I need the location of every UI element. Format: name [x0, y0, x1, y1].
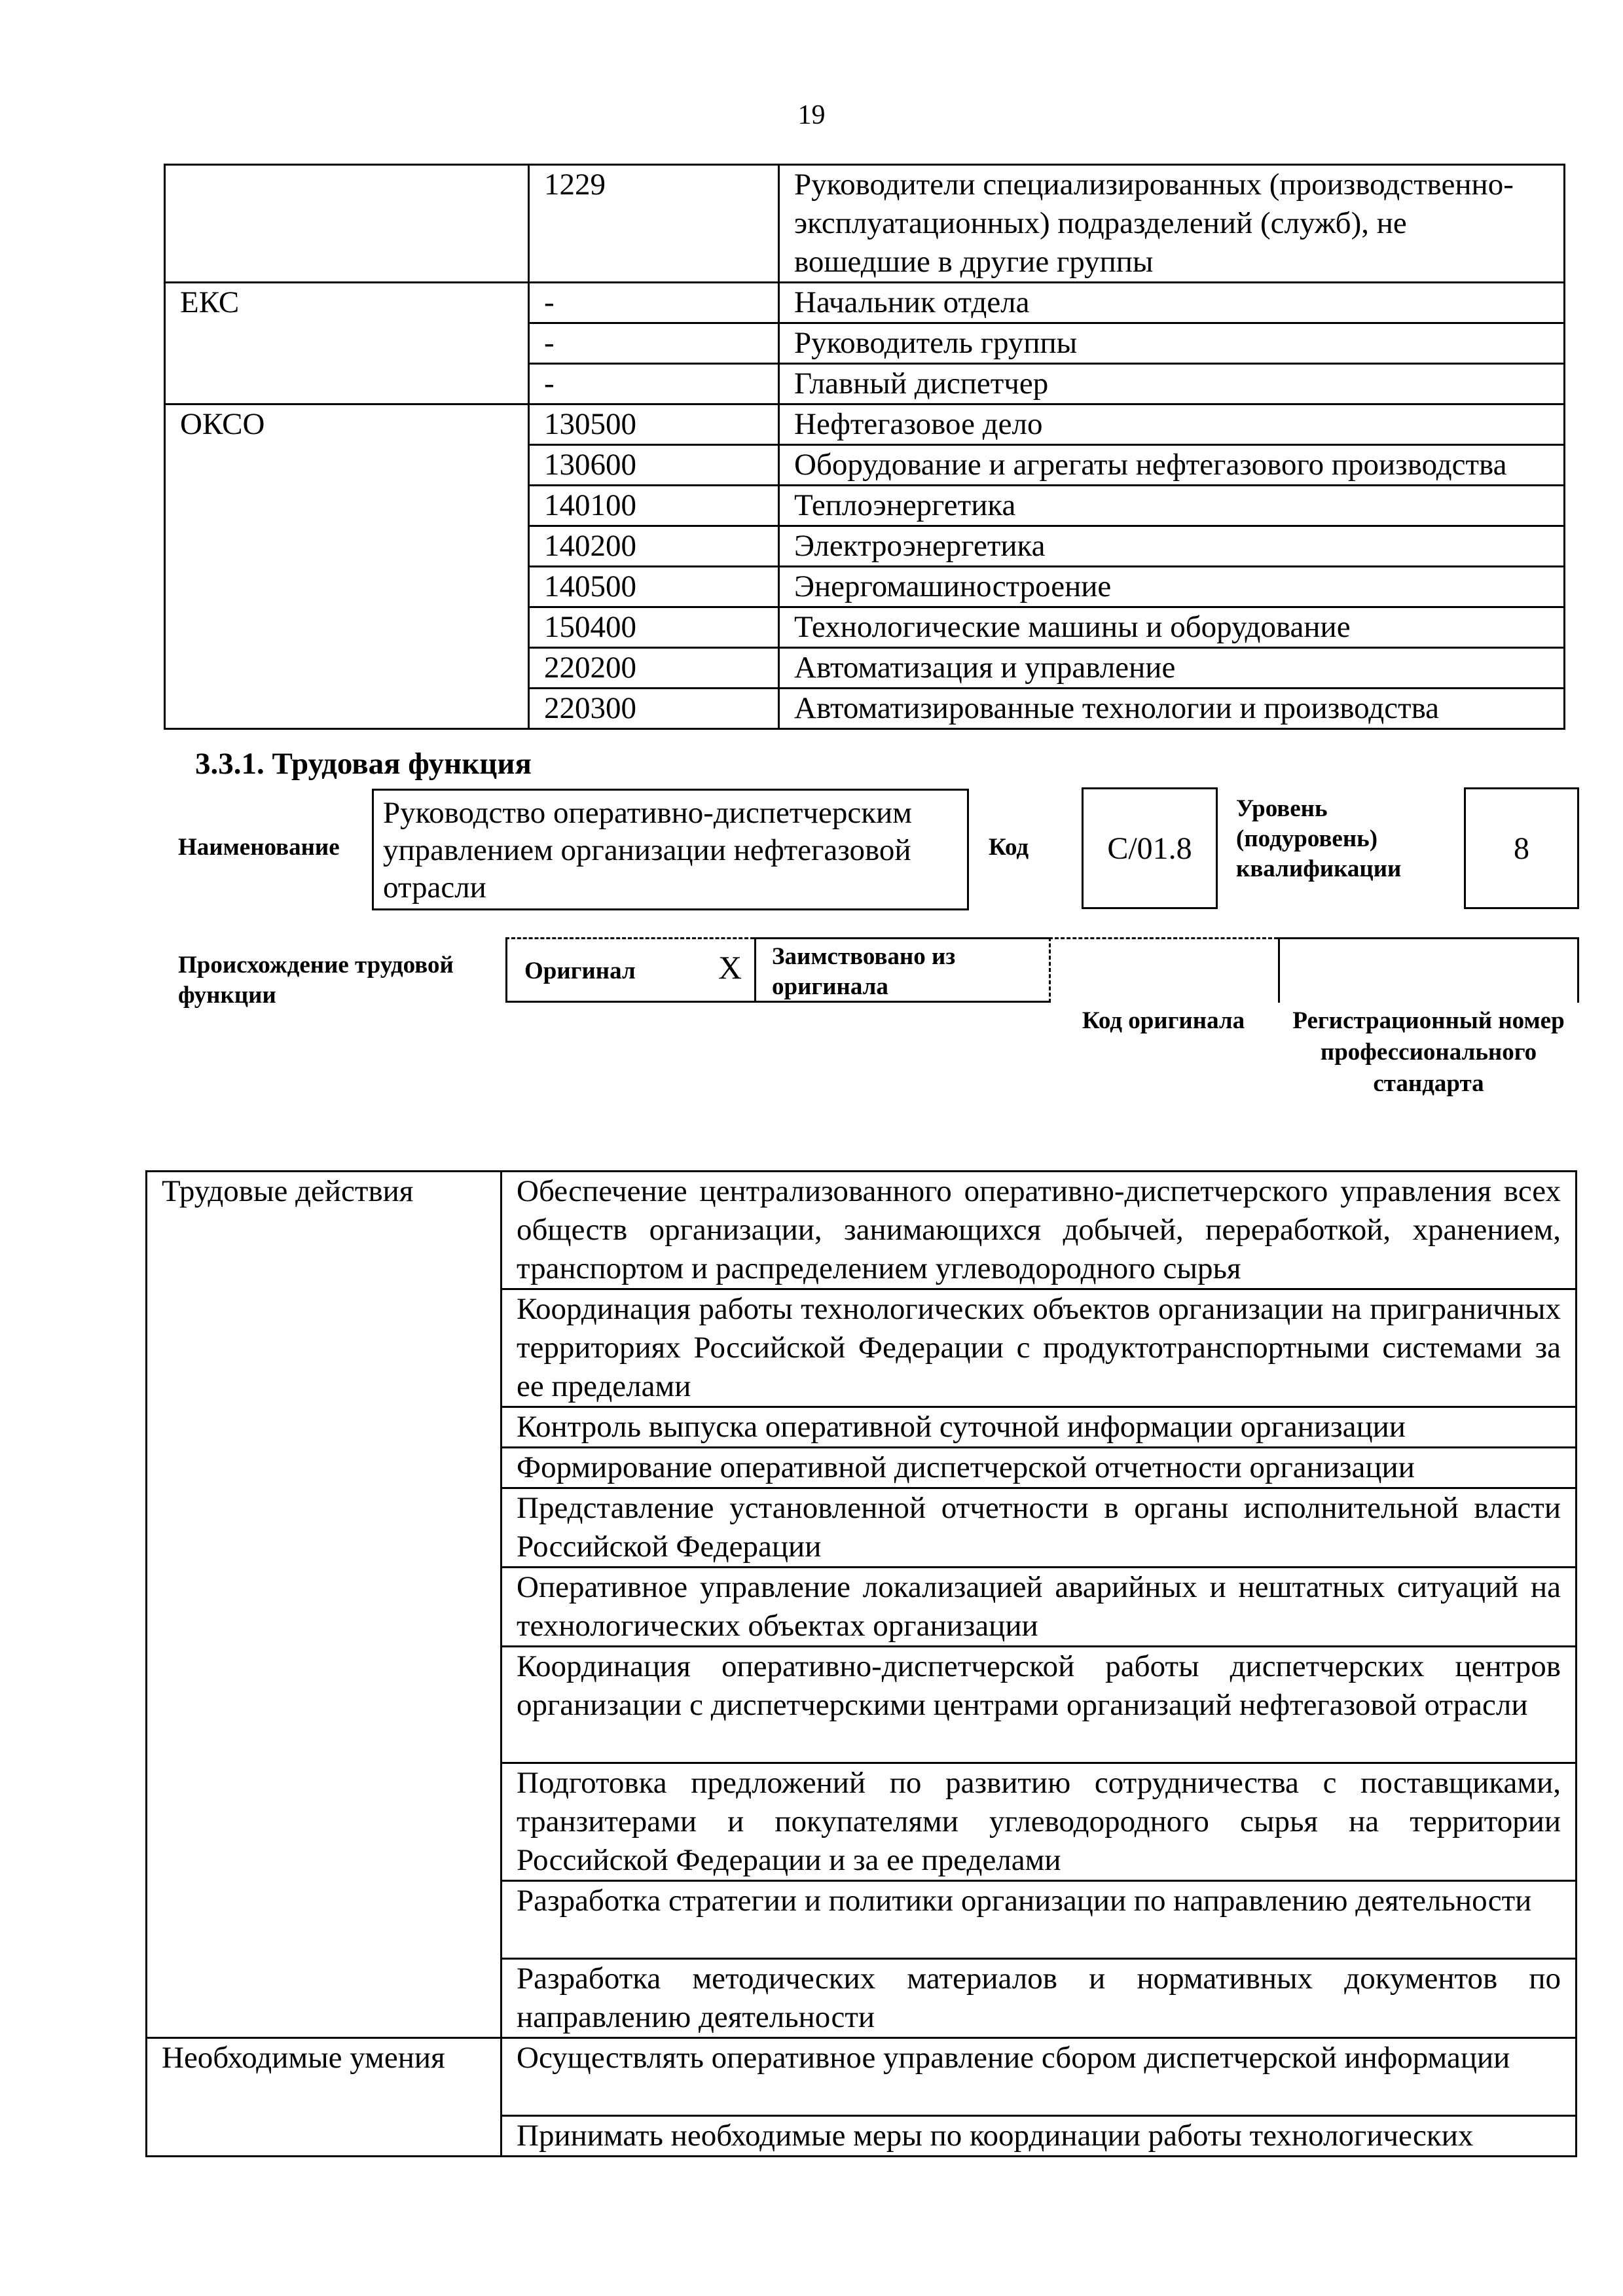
action-item: Обеспечение централизованного оперативно-диспетчерского управления всех обществ организации, занимающихся добычей, переработкой, хранением, транспортом и распределением углеводородного сырья	[501, 1172, 1577, 1289]
name-cell: Автоматизация и управление	[779, 648, 1565, 689]
name-cell: Теплоэнергетика	[779, 486, 1565, 526]
code-cell: 220300	[529, 689, 779, 729]
code-cell: 140500	[529, 567, 779, 607]
section-title: 3.3.1. Трудовая функция	[195, 747, 532, 781]
level-value-box: 8	[1464, 787, 1579, 909]
level-label: Уровень (подуровень) квалификации	[1236, 795, 1402, 882]
action-item: Разработка стратегии и политики организации по направлению деятельности	[501, 1881, 1577, 1959]
code-cell: -	[529, 323, 779, 364]
name-cell: Энергомашиностроение	[779, 567, 1565, 607]
skill-item: Осуществлять оперативное управление сбором диспетчерской информации	[501, 2038, 1577, 2116]
group-cell: ЕКС	[165, 283, 529, 404]
name-label: Наименование	[178, 834, 340, 861]
page-number: 19	[797, 100, 826, 130]
code-cell: 140100	[529, 486, 779, 526]
action-item: Координация работы технологических объектов организации на приграничных территориях Российской Федерации с продуктотранспортными системами за ее пределами	[501, 1289, 1577, 1407]
code-value-box: C/01.8	[1082, 787, 1218, 909]
code-cell: -	[529, 364, 779, 404]
code-cell: 150400	[529, 607, 779, 648]
table-row	[165, 404, 1565, 445]
table-row	[147, 2038, 1577, 2116]
skill-item: Принимать необходимые меры по координации работы технологических	[501, 2116, 1577, 2157]
name-cell: Электроэнергетика	[779, 526, 1565, 567]
original-cell	[505, 937, 754, 1003]
classification-table	[164, 164, 1565, 730]
code-label: Код	[989, 834, 1029, 861]
original-mark: X	[718, 949, 742, 986]
function-name-box: Руководство оперативно-диспетчерским управлением организации нефтегазовой отрасли	[372, 789, 969, 910]
borrowed-label: Заимствовано из оригинала	[772, 943, 956, 999]
code-cell: -	[529, 283, 779, 323]
action-item: Представление установленной отчетности в органы исполнительной власти Российской Федерации	[501, 1488, 1577, 1568]
action-item: Разработка методических материалов и нормативных документов по направлению деятельности	[501, 1959, 1577, 2038]
labor-function-table	[145, 1170, 1577, 2157]
group-cell: ОКСО	[165, 404, 529, 729]
reg-number-cell	[1278, 937, 1579, 1003]
name-cell: Начальник отдела	[779, 283, 1565, 323]
origin-row	[505, 937, 1579, 1003]
borrowed-cell	[754, 937, 1049, 1003]
table-row	[147, 1172, 1577, 1289]
origin-label: Происхождение трудовой функции	[178, 952, 454, 1009]
group-cell	[165, 165, 529, 283]
action-item: Контроль выпуска оперативной суточной информации организации	[501, 1407, 1577, 1448]
action-item: Подготовка предложений по развитию сотрудничества с поставщиками, транзитерами и покупателями углеводородного сырья на территории Российской Федерации и за ее пределами	[501, 1763, 1577, 1881]
action-item: Формирование оперативной диспетчерской отчетности организации	[501, 1448, 1577, 1488]
name-cell: Руководитель группы	[779, 323, 1565, 364]
action-item: Координация оперативно-диспетчерской работы диспетчерских центров организации с диспетчерскими центрами организаций нефтегазовой отрасли	[501, 1647, 1577, 1763]
code-cell: 140200	[529, 526, 779, 567]
name-cell: Нефтегазовое дело	[779, 404, 1565, 445]
code-cell: 1229	[529, 165, 779, 283]
reg-number-caption: Регистрационный номер профессионального стандарта	[1292, 1007, 1565, 1097]
table-row	[165, 283, 1565, 323]
skills-label: Необходимые умения	[147, 2038, 501, 2157]
original-label: Оригинал	[524, 958, 636, 984]
name-cell: Главный диспетчер	[779, 364, 1565, 404]
action-item: Оперативное управление локализацией аварийных и нештатных ситуаций на технологических объектах организации	[501, 1568, 1577, 1647]
original-code-caption: Код оригинала	[1082, 1007, 1245, 1034]
actions-label: Трудовые действия	[147, 1172, 501, 2038]
name-cell: Технологические машины и оборудование	[779, 607, 1565, 648]
name-cell: Оборудование и агрегаты нефтегазового производства	[779, 445, 1565, 486]
code-cell: 220200	[529, 648, 779, 689]
name-cell: Автоматизированные технологии и производства	[779, 689, 1565, 729]
code-cell: 130500	[529, 404, 779, 445]
table-row	[165, 165, 1565, 283]
original-code-cell	[1049, 937, 1278, 1003]
code-cell: 130600	[529, 445, 779, 486]
name-cell: Руководители специализированных (производственно-эксплуатационных) подразделений (служб), не вошедшие в другие группы	[779, 165, 1565, 283]
